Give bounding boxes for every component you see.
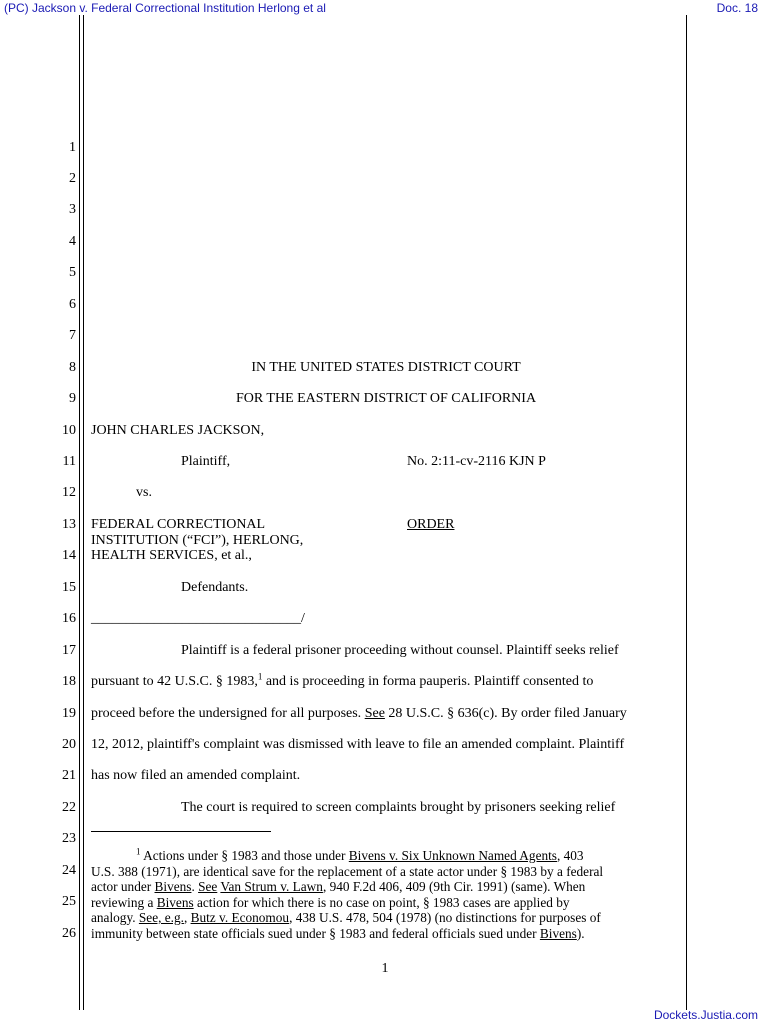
- plaintiff-role: Plaintiff,: [181, 454, 231, 469]
- document-title-link[interactable]: (PC) Jackson v. Federal Correctional Institution Herlong et al: [4, 1, 326, 15]
- line-number: 13: [62, 517, 76, 532]
- line-number: 25: [62, 894, 76, 909]
- line-number: 15: [62, 580, 76, 595]
- justia-footer-link[interactable]: Dockets.Justia.com: [653, 1008, 758, 1022]
- footnote-line: U.S. 388 (1971), are identical save for the replacement of a state actor under § 1983 by a federal: [91, 864, 604, 879]
- line-number: 17: [62, 643, 76, 658]
- line-number: 10: [62, 423, 76, 438]
- line-number: 20: [62, 737, 76, 752]
- footnote-line: [136, 848, 584, 864]
- document-type-order: ORDER: [407, 517, 455, 532]
- body-line: has now filed an amended complaint.: [91, 768, 301, 783]
- right-margin-rule: [686, 15, 687, 1010]
- line-number: 2: [69, 171, 76, 186]
- body-text: 28 U.S.C. § 636(c). By order filed January: [384, 706, 627, 721]
- court-name: IN THE UNITED STATES DISTRICT COURT: [251, 360, 521, 375]
- defendant-name-line: HEALTH SERVICES, et al.,: [91, 548, 252, 563]
- case-number: No. 2:11-cv-2116 KJN P: [407, 454, 546, 469]
- case-citation: Bivens v. Six Unknown Named Agents: [348, 848, 557, 863]
- footnote-text: reviewing a: [91, 895, 157, 910]
- footnote-line: [91, 926, 585, 942]
- footnote-text: analogy.: [91, 910, 139, 925]
- page-number: 1: [381, 961, 389, 976]
- footnote-text: .: [191, 879, 199, 894]
- body-text: pursuant to 42 U.S.C. § 1983,: [91, 674, 258, 689]
- case-citation: Bivens: [156, 895, 194, 910]
- footnote-text: ).: [576, 926, 585, 941]
- line-number: 19: [62, 706, 76, 721]
- line-number: 5: [69, 265, 76, 280]
- line-number: 16: [62, 611, 76, 626]
- footnote-text: , 403: [556, 848, 584, 863]
- line-number: 8: [69, 360, 76, 375]
- line-number: 21: [62, 768, 76, 783]
- case-citation: Bivens: [539, 926, 577, 941]
- body-line: The court is required to screen complaints brought by prisoners seeking relief: [181, 800, 616, 815]
- plaintiff-name: JOHN CHARLES JACKSON,: [91, 423, 265, 438]
- footnote-text: ,: [183, 910, 191, 925]
- district-name: FOR THE EASTERN DISTRICT OF CALIFORNIA: [235, 391, 537, 406]
- line-number: 22: [62, 800, 76, 815]
- footnote-text: , 940 F.2d 406, 409 (9th Cir. 1991) (same). When: [322, 879, 586, 894]
- line-number: 9: [69, 391, 76, 406]
- body-line: [91, 706, 627, 722]
- body-text: proceed before the undersigned for all purposes.: [91, 706, 365, 721]
- line-number: 3: [69, 202, 76, 217]
- line-number: 26: [62, 926, 76, 941]
- left-margin-rule-outer: [79, 15, 80, 1010]
- footnote-marker: 1: [136, 846, 141, 857]
- line-number: 11: [62, 454, 76, 469]
- line-number: 4: [69, 234, 76, 249]
- line-number: 23: [62, 831, 76, 846]
- footnote-line: [91, 910, 601, 926]
- body-line: [91, 671, 594, 690]
- body-line: Plaintiff is a federal prisoner proceeding without counsel. Plaintiff seeks relief: [181, 643, 619, 658]
- defendant-name-line: FEDERAL CORRECTIONAL: [91, 517, 266, 532]
- line-number: 18: [62, 674, 76, 689]
- line-number: 7: [69, 328, 76, 343]
- citation-signal: See, e.g.: [138, 910, 184, 925]
- citation-signal: See: [364, 706, 385, 721]
- case-citation: Bivens: [154, 879, 192, 894]
- footnote-line: [91, 879, 585, 895]
- footnote-text: actor under: [91, 879, 155, 894]
- defendant-name-line: INSTITUTION (“FCI”), HERLONG,: [91, 533, 304, 548]
- case-citation: Butz v. Economou: [190, 910, 290, 925]
- body-line: 12, 2012, plaintiff's complaint was dismissed with leave to file an amended complaint. Plaintiff: [91, 737, 625, 752]
- case-citation: Van Strum v. Lawn: [220, 879, 323, 894]
- citation-signal: See: [198, 879, 218, 894]
- defendants-role: Defendants.: [181, 580, 249, 595]
- docket-number-link[interactable]: Doc. 18: [716, 1, 758, 15]
- footnote-text: action for which there is no case on point, § 1983 cases are applied by: [193, 895, 570, 910]
- footnote-separator: [91, 831, 271, 832]
- footnote-text: immunity between state officials sued under § 1983 and federal officials sued under: [91, 926, 540, 941]
- footnote-text: Actions under § 1983 and those under: [140, 848, 349, 863]
- body-text: and is proceeding in forma pauperis. Plaintiff consented to: [262, 674, 594, 689]
- footnote-reference[interactable]: 1: [257, 671, 263, 682]
- line-number: 14: [62, 548, 76, 563]
- versus-label: vs.: [136, 485, 152, 500]
- line-number: 6: [69, 297, 76, 312]
- left-margin-rule-inner: [83, 15, 84, 1010]
- line-number: 12: [62, 485, 76, 500]
- line-number: 1: [69, 140, 76, 155]
- footnote-text: , 438 U.S. 478, 504 (1978) (no distinctions for purposes of: [289, 910, 601, 925]
- footnote-line: [91, 895, 570, 911]
- caption-slash-line: ______________________________/: [91, 611, 305, 626]
- line-number: 24: [62, 863, 76, 878]
